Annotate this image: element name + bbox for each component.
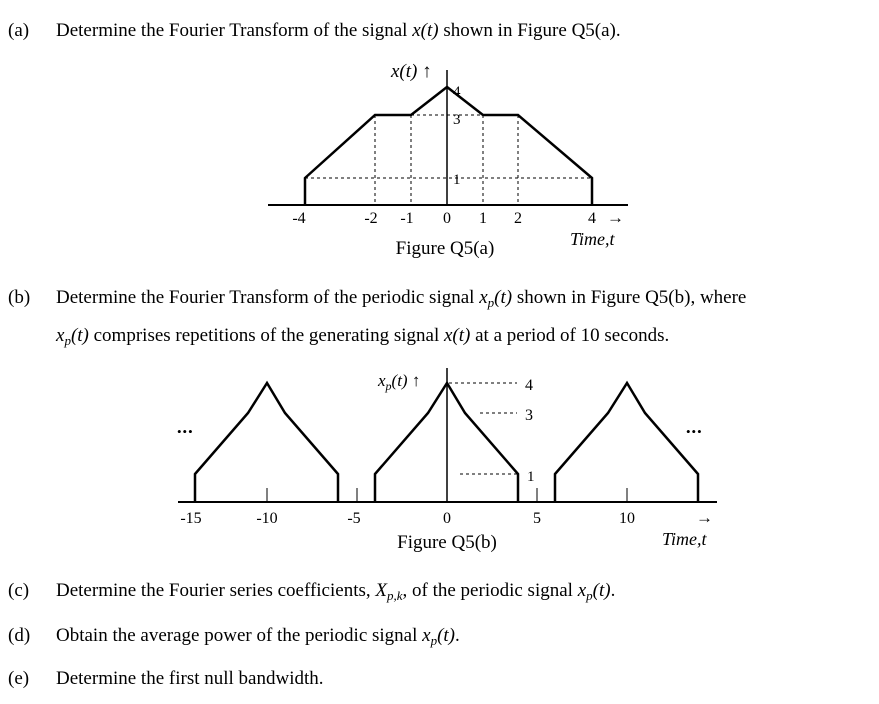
fig-b-level-1: 1 bbox=[527, 469, 535, 485]
question-d-label: (d) bbox=[8, 625, 31, 646]
fig-a-x-arrow: → bbox=[607, 208, 624, 227]
fig-a-tick-neg1: -1 bbox=[400, 210, 414, 227]
fig-b-ellipsis-left: ••• bbox=[177, 424, 194, 439]
fig-b-tick-10: 10 bbox=[619, 510, 635, 527]
fig-b-y-label: $x_p(t)$ ↑ bbox=[378, 371, 421, 393]
fig-a-y-label: x(t) ↑ bbox=[391, 61, 432, 82]
fig-b-x-label: Time,t bbox=[662, 529, 707, 549]
fig-b-tick-5: 5 bbox=[533, 510, 541, 527]
question-d-text: Obtain the average power of the periodic signal $x_p(t)$. bbox=[56, 625, 460, 648]
fig-b-tick-neg15: -15 bbox=[180, 510, 202, 527]
fig-a-level-1: 1 bbox=[453, 172, 461, 188]
fig-b-caption: Figure Q5(b) bbox=[397, 532, 497, 553]
fig-a-level-3: 3 bbox=[453, 112, 461, 128]
question-b-line1: Determine the Fourier Transform of the periodic signal $x_p(t)$ shown in Figure Q5(b), where bbox=[56, 287, 747, 310]
question-c-text: Determine the Fourier series coefficients, $X_{p,k}$, of the periodic signal $x_p(t)$. bbox=[56, 580, 616, 603]
question-b-label: (b) bbox=[8, 287, 31, 308]
fig-b-signal-period-neg10 bbox=[195, 383, 338, 502]
fig-a-tick-neg2: -2 bbox=[364, 210, 378, 227]
fig-a-tick-neg4: -4 bbox=[292, 210, 306, 227]
question-a-text: Determine the Fourier Transform of the signal x(t) shown in Figure Q5(a). bbox=[56, 20, 621, 41]
fig-b-signal-period-0 bbox=[375, 383, 518, 502]
fig-b-ellipsis-right: ••• bbox=[686, 424, 703, 439]
fig-a-level-4: 4 bbox=[453, 84, 461, 100]
fig-a-caption: Figure Q5(a) bbox=[395, 238, 495, 259]
question-a-label: (a) bbox=[8, 20, 30, 41]
fig-b-level-4: 4 bbox=[525, 377, 533, 394]
fig-b-tick-neg10: -10 bbox=[256, 510, 278, 527]
fig-a-signal-trace bbox=[305, 87, 592, 205]
fig-a-tick-1: 1 bbox=[479, 210, 487, 227]
fig-b-tick-0: 0 bbox=[443, 510, 451, 527]
fig-b-level-3: 3 bbox=[525, 407, 533, 424]
fig-b-x-arrow: → bbox=[696, 508, 713, 527]
fig-a-tick-4: 4 bbox=[588, 210, 596, 227]
fig-a-tick-0: 0 bbox=[443, 210, 451, 227]
question-e-text: Determine the first null bandwidth. bbox=[56, 668, 324, 689]
question-e-label: (e) bbox=[8, 668, 30, 689]
fig-a-x-label: Time,t bbox=[570, 229, 615, 249]
fig-a-tick-2: 2 bbox=[514, 210, 522, 227]
fig-b-signal-period-10 bbox=[555, 383, 698, 502]
question-c-label: (c) bbox=[8, 580, 30, 601]
fig-b-tick-neg5: -5 bbox=[347, 510, 361, 527]
signal-symbol: x(t) bbox=[412, 20, 439, 41]
